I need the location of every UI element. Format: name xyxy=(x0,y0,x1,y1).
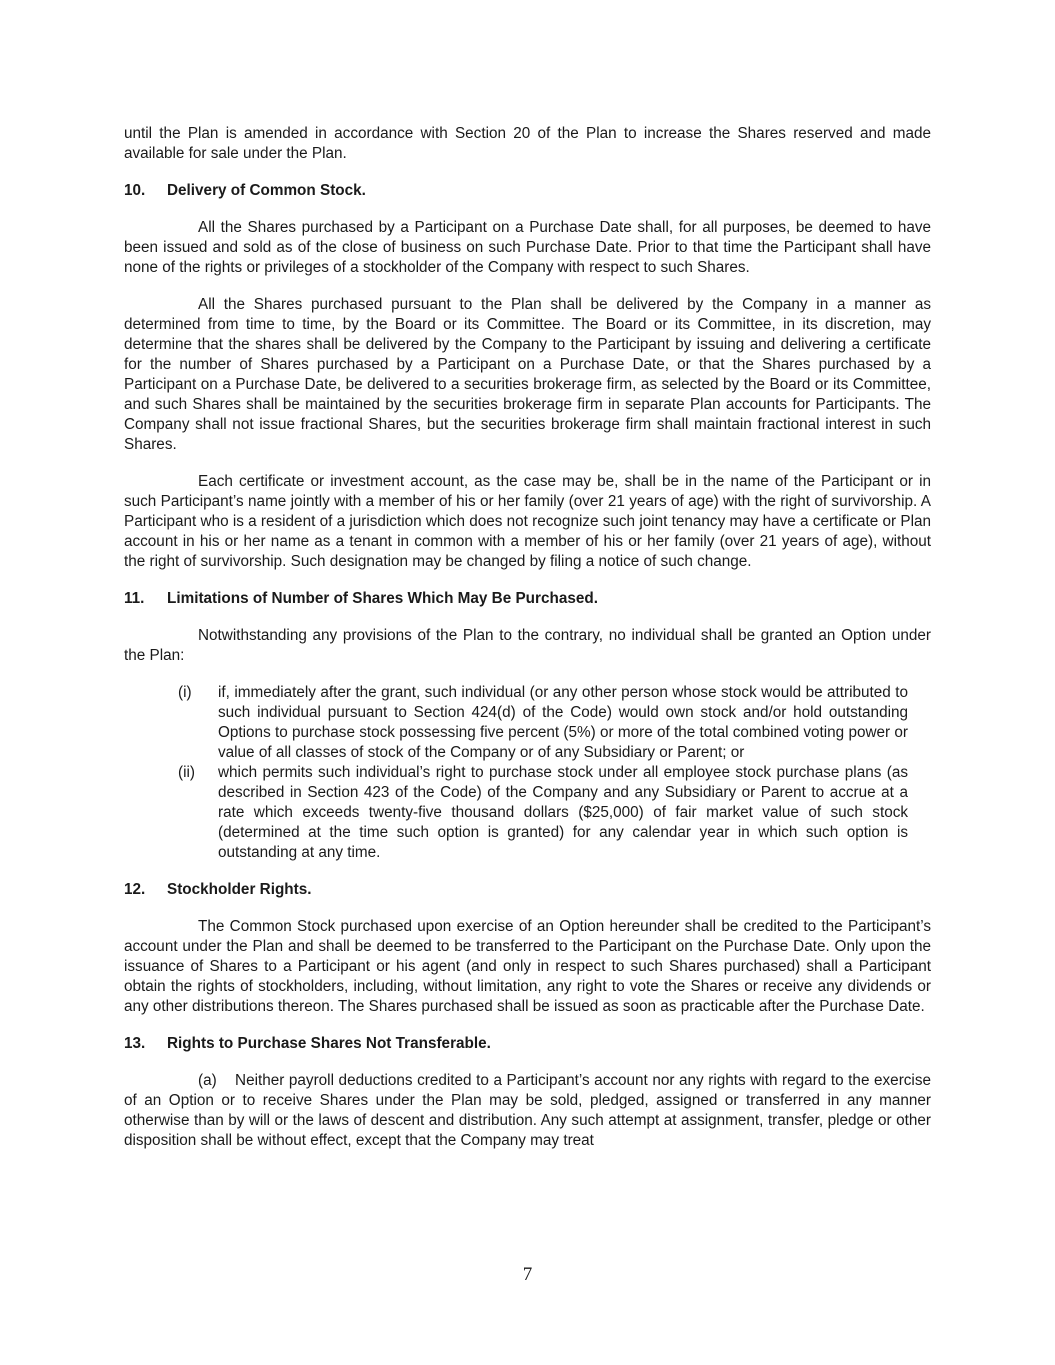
section-10-paragraph-3: Each certificate or investment account, as the case may be, shall be in the name of the Participant or in such Participant’s name jointly with a member of his or her family (over 21 years of age) with the right of survivorship. A Participant who is a resident of a jurisdiction which does not recognize such joint tenancy may have a certificate or Plan account in his or her name as a tenant in common with a member of his or her family (over 21 years of age), without the right of survivorship. Such designation may be changed by filing a notice of such change. xyxy=(124,473,931,570)
limitations-list xyxy=(178,683,908,863)
section-number: 12. xyxy=(124,881,146,898)
section-11-heading xyxy=(124,589,931,609)
section-number: 11. xyxy=(124,590,145,607)
page-number: 7 xyxy=(522,1264,533,1285)
section-10-heading xyxy=(124,181,931,201)
list-item-label: (ii) xyxy=(178,764,195,781)
list-item-label: (i) xyxy=(178,684,192,701)
section-title: Rights to Purchase Shares Not Transferable. xyxy=(167,1035,491,1052)
list-item-text: if, immediately after the grant, such individual (or any other person whose stock would be attributed to such individual pursuant to Section 424(d) of the Code) would own stock and/or hold outstanding Options to purchase stock possessing five percent (5%) or more of the total combined voting power or value of all classes of stock of the Company or of any Subsidiary or Parent; or xyxy=(218,684,908,761)
document-page xyxy=(124,124,931,1168)
section-10-paragraph-2: All the Shares purchased pursuant to the Plan shall be delivered by the Company in a manner as determined from time to time, by the Board or its Committee. The Board or its Committee, in its discretion, may determine that the shares shall be delivered by the Company to the Participant by issuing and delivering a certificate for the number of Shares purchased by a Participant on a Purchase Date, or that the Shares purchased by a Participant on a Purchase Date, be delivered to a securities brokerage firm, as selected by the Board or its Committee, and such Shares shall be maintained by the securities brokerage firm in separate Plan accounts for Participants. The Company shall not issue fractional Shares, but the securities brokerage firm shall maintain fractional interest in such Shares. xyxy=(124,296,931,453)
list-item xyxy=(178,763,908,863)
section-10-paragraph-1: All the Shares purchased by a Participant on a Purchase Date shall, for all purposes, be deemed to have been issued and sold as of the close of business on such Purchase Date. Prior to that time the Participant shall have none of the rights or privileges of a stockholder of the Company with respect to such Shares. xyxy=(124,219,931,276)
section-12-paragraph-1: The Common Stock purchased upon exercise of an Option hereunder shall be credited to the Participant’s account under the Plan and shall be deemed to be transferred to the Participant on the Purchase Date. Only upon the issuance of Shares to a Participant or his agent (and only in respect to such Shares purchased) shall a Participant obtain the rights of stockholders, including, without limitation, any right to vote the Shares or receive any dividends or any other distributions thereon. The Shares purchased shall be issued as soon as practicable after the Purchase Date. xyxy=(124,918,931,1015)
section-12-heading xyxy=(124,880,931,900)
section-13-heading xyxy=(124,1034,931,1054)
section-number: 10. xyxy=(124,182,146,199)
section-number: 13. xyxy=(124,1035,146,1052)
section-title: Delivery of Common Stock. xyxy=(167,182,366,199)
section-title: Limitations of Number of Shares Which May Be Purchased. xyxy=(167,590,598,607)
list-item xyxy=(178,683,908,763)
section-title: Stockholder Rights. xyxy=(167,881,312,898)
section-13-paragraph-1: (a) Neither payroll deductions credited to a Participant’s account nor any rights with regard to the exercise of an Option or to receive Shares under the Plan may be sold, pledged, assigned or transferred in any manner otherwise than by will or the laws of descent and distribution. Any such attempt at assignment, transfer, pledge or other disposition shall be without effect, except that the Company may treat xyxy=(124,1072,931,1149)
section-11-paragraph-1: Notwithstanding any provisions of the Plan to the contrary, no individual shall be granted an Option under the Plan: xyxy=(124,627,931,664)
intro-paragraph: until the Plan is amended in accordance with Section 20 of the Plan to increase the Shares reserved and made available for sale under the Plan. xyxy=(124,125,931,162)
list-item-text: which permits such individual’s right to purchase stock under all employee stock purchase plans (as described in Section 423 of the Code) of the Company and any Subsidiary or Parent to accrue at a rate which exceeds twenty-five thousand dollars ($25,000) of fair market value of such stock (determined at the time such option is granted) for any calendar year in which such option is outstanding at any time. xyxy=(218,764,908,861)
